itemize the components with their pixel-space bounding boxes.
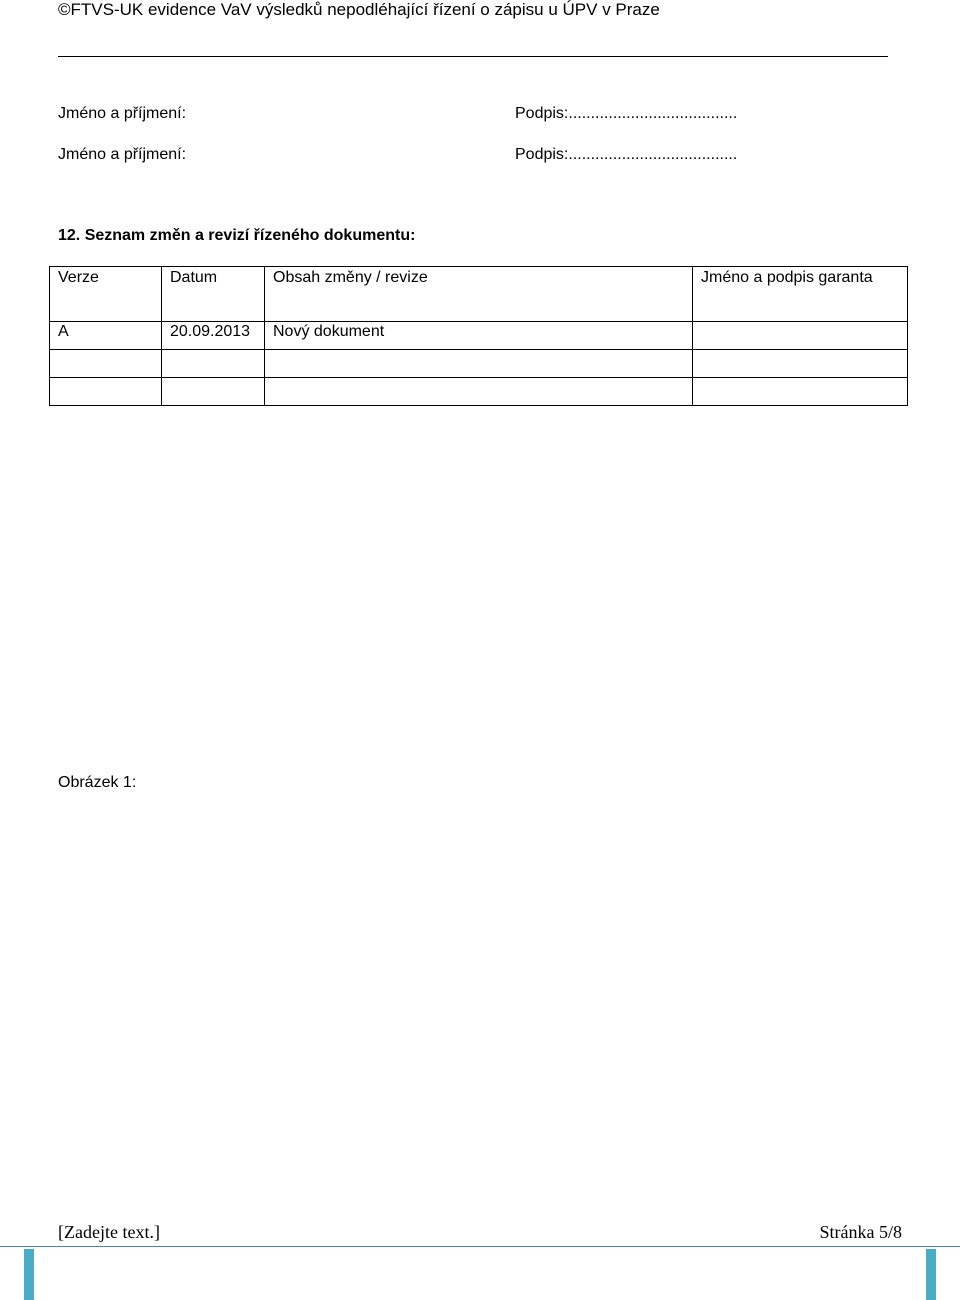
- table-cell: [50, 350, 162, 378]
- table-cell: [50, 378, 162, 406]
- footer-accent-bar-left: [24, 1249, 34, 1300]
- table-cell: [265, 350, 693, 378]
- table-cell: [162, 350, 265, 378]
- table-cell: [693, 350, 908, 378]
- document-header-title: ©FTVS-UK evidence VaV výsledků nepodléhající řízení o zápisu u ÚPV v Praze: [58, 0, 660, 19]
- table-cell: [265, 378, 693, 406]
- figure-caption: Obrázek 1:: [58, 774, 137, 791]
- revision-table: [49, 266, 908, 406]
- footer-accent-bar-right: [926, 1249, 936, 1300]
- footer-divider: [0, 1246, 960, 1247]
- table-row: [50, 378, 908, 406]
- table-row: [50, 350, 908, 378]
- table-cell: [693, 322, 908, 350]
- table-cell: [162, 378, 265, 406]
- table-cell: Nový dokument: [265, 322, 693, 350]
- signature-sign-label-1: Podpis:......................................: [515, 105, 738, 122]
- table-cell: 20.09.2013: [162, 322, 265, 350]
- table-cell: A: [50, 322, 162, 350]
- signature-name-label-1: Jméno a příjmení:: [58, 105, 187, 122]
- table-cell: [693, 378, 908, 406]
- table-header-row: [50, 267, 908, 322]
- table-row: [50, 322, 908, 350]
- section-heading: 12. Seznam změn a revizí řízeného dokumentu:: [58, 227, 416, 244]
- header-cell-date: Datum: [162, 267, 265, 322]
- header-cell-version: Verze: [50, 267, 162, 322]
- header-cell-guarantor: Jméno a podpis garanta: [693, 267, 908, 322]
- footer-placeholder-text[interactable]: [Zadejte text.]: [58, 1222, 160, 1242]
- footer-page-number: Stránka 5/8: [819, 1222, 902, 1242]
- signature-name-label-2: Jméno a příjmení:: [58, 146, 187, 163]
- signature-sign-label-2: Podpis:......................................: [515, 146, 738, 163]
- header-divider: [58, 56, 888, 57]
- header-cell-change: Obsah změny / revize: [265, 267, 693, 322]
